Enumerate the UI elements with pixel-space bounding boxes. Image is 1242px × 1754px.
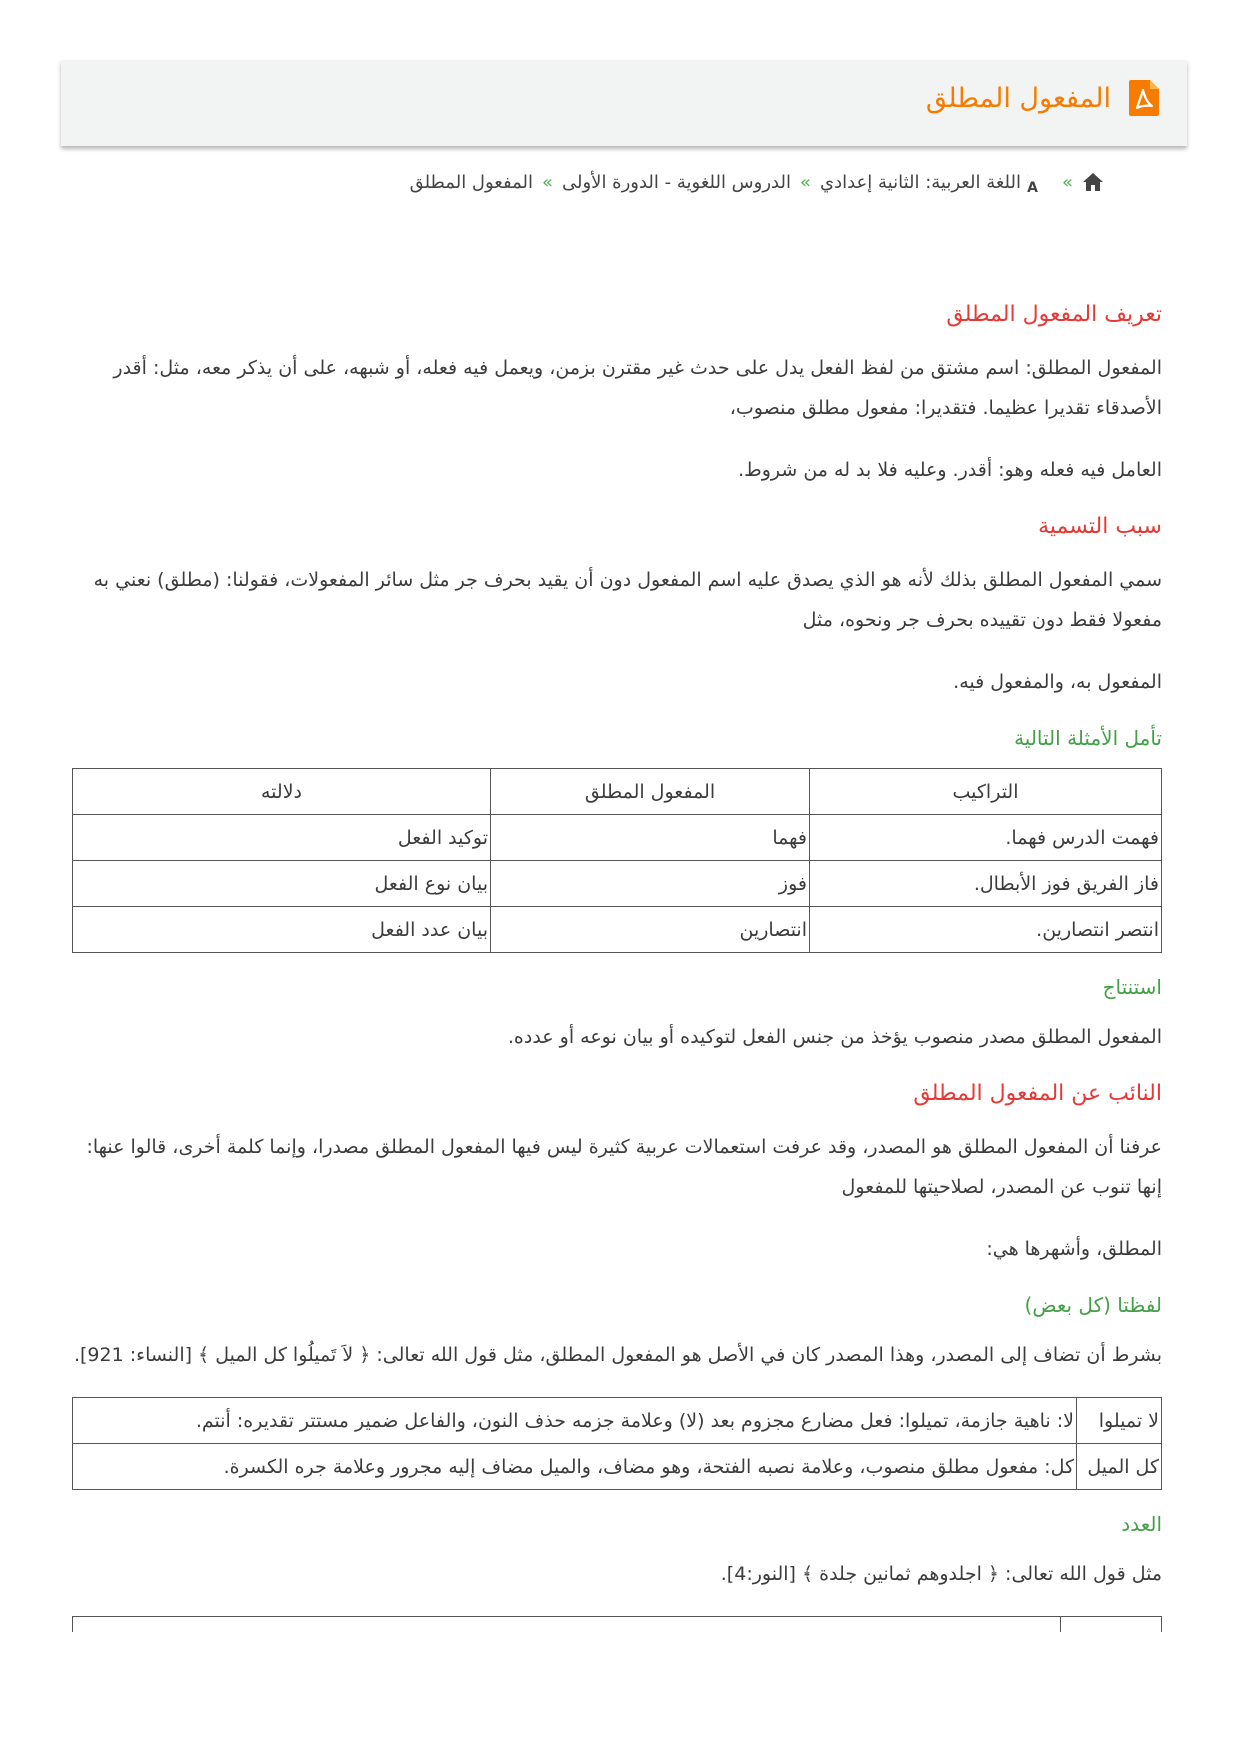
column-header: التراكيب [810,769,1162,815]
header-title-group [926,80,1159,116]
table-cell: فهمت الدرس فهما. [810,815,1162,861]
table-cell: لا: ناهية جازمة، تميلوا: فعل مضارع مجزوم بعد (لا) وعلامة جزمه حذف النون، والفاعل ضمير مستتر تقديره: أنتم. [73,1398,1077,1444]
conclusion-paragraph: المفعول المطلق مصدر منصوب يؤخذ من جنس الفعل لتوكيده أو بيان نوعه أو عدده. [507,1026,1162,1048]
conclusion-heading: استنتاج [1102,975,1162,999]
definition-heading: تعريف المفعول المطلق [946,302,1162,327]
table-divider [1060,1617,1061,1632]
examples-heading: تأمل الأمثلة التالية [1014,726,1162,750]
naming-paragraph-2: المفعول به، والمفعول فيه. [953,671,1162,693]
substitute-paragraph-2: المطلق، وأشهرها هي: [986,1238,1162,1260]
page-header [61,60,1187,146]
table-cell: كل الميل [1077,1444,1162,1490]
breadcrumb-link-lessons[interactable]: الدروس اللغوية - الدورة الأولى [562,171,791,193]
table-header-row [73,769,1162,815]
breadcrumb-separator: » [541,171,553,193]
article-content [70,300,1162,1632]
table-partial [72,1616,1162,1632]
table-cell: فاز الفريق فوز الأبطال. [810,861,1162,907]
table-cell: بيان عدد الفعل [73,907,491,953]
table-row [73,907,1162,953]
translate-icon [1027,170,1053,194]
table-row [73,1398,1162,1444]
breadcrumb-separator: » [1061,171,1073,193]
table-cell: كل: مفعول مطلق منصوب، وعلامة نصبه الفتحة، وهو مضاف، والميل مضاف إليه مجرور وعلامة جره الكسرة. [73,1444,1077,1490]
parsing-table [72,1397,1162,1490]
substitute-heading: النائب عن المفعول المطلق [913,1081,1162,1106]
table-cell: فهما [491,815,810,861]
table-cell: توكيد الفعل [73,815,491,861]
table-cell: فوز [491,861,810,907]
page-title: المفعول المطلق [925,82,1111,114]
kull-baad-paragraph: بشرط أن تضاف إلى المصدر، وهذا المصدر كان في الأصل هو المفعول المطلق، مثل قول الله تعالى: ﴿ لاَ تَميلُوا كل الميل ﴾ [النساء: 921]. [73,1344,1162,1366]
examples-table [72,768,1162,953]
table-row [73,815,1162,861]
breadcrumb [410,170,1104,194]
naming-paragraph: سمي المفعول المطلق بذلك لأنه هو الذي يصدق عليه اسم المفعول دون أن يقيد بحرف جر مثل سائر المفعولات، فقولنا: (مطلق) نعني به مفعولا فقط دون تقييده بحرف جر ونحوه، مثل [93,569,1162,631]
number-heading: العدد [1121,1512,1162,1536]
substitute-paragraph: عرفنا أن المفعول المطلق هو المصدر، وقد عرفت استعمالات عربية كثيرة ليس فيها المفعول المطلق مصدرا، وإنما كلمة أخرى، قالوا عنها: إنها تنوب عن المصدر، لصلاحيتها للمفعول [86,1136,1162,1198]
svg-text:A: A [1027,180,1038,194]
table-cell: بيان نوع الفعل [73,861,491,907]
naming-heading: سبب التسمية [1038,514,1162,539]
table-cell: انتصارين [491,907,810,953]
breadcrumb-current: المفعول المطلق [409,171,533,193]
definition-paragraph: المفعول المطلق: اسم مشتق من لفظ الفعل يدل على حدث غير مقترن بزمن، ويعمل فيه فعله، أو شبهه، على أن يذكر معه، مثل: أقدر الأصدقاء تقديرا عظيما. فتقديرا: مفعول مطلق منصوب، [113,357,1162,419]
table-cell: لا تميلوا [1077,1398,1162,1444]
breadcrumb-link-course[interactable]: اللغة العربية: الثانية إعدادي [819,171,1021,193]
pdf-icon[interactable] [1129,80,1159,116]
table-cell: انتصر انتصارين. [810,907,1162,953]
number-paragraph: مثل قول الله تعالى: ﴿ اجلدوهم ثمانين جلدة ﴾ [النور:4]. [720,1563,1162,1585]
table-row [73,1444,1162,1490]
column-header: المفعول المطلق [491,769,810,815]
definition-paragraph-2: العامل فيه فعله وهو: أقدر. وعليه فلا بد له من شروط. [738,459,1162,481]
breadcrumb-separator: » [799,171,811,193]
kull-baad-heading: لفظتا (كل بعض) [1024,1293,1162,1317]
home-icon[interactable] [1082,172,1104,192]
table-row [73,861,1162,907]
column-header: دلالته [73,769,491,815]
